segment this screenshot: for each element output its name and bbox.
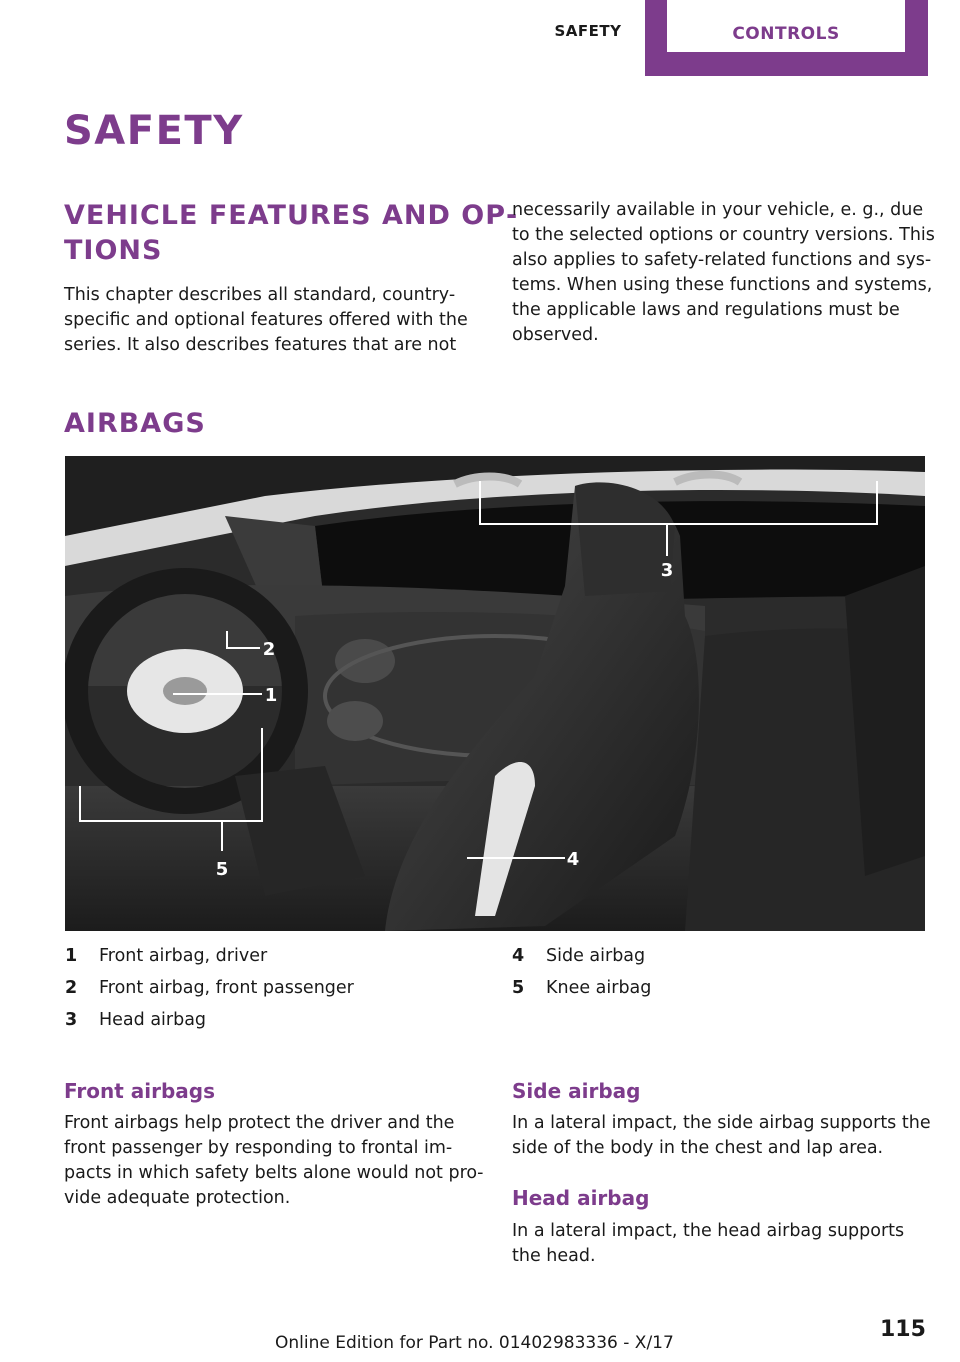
- head-airbag-text: [512, 1219, 904, 1269]
- front-airbags-text: [64, 1111, 483, 1211]
- legend-number: 4: [512, 946, 525, 966]
- legend-number: 5: [512, 978, 525, 998]
- legend-number: 2: [65, 978, 78, 998]
- header-section-label: SAFETY: [554, 22, 622, 40]
- header-chapter-tab[interactable]: [645, 0, 928, 76]
- text-line: the head.: [512, 1246, 596, 1266]
- heading-line-1: VEHICLE FEATURES AND OP‐: [64, 200, 519, 231]
- legend-label: Head airbag: [99, 1010, 207, 1030]
- features-text-right: [512, 198, 935, 348]
- text-line: the applicable laws and regulations must be: [512, 300, 900, 320]
- text-line: In a lateral impact, the side airbag supports the: [512, 1113, 931, 1133]
- text-line: This chapter describes all standard, country-: [64, 285, 456, 305]
- text-line: side of the body in the chest and lap area.: [512, 1138, 884, 1158]
- header-tab-label: CONTROLS: [667, 0, 905, 52]
- legend-label: Side airbag: [546, 946, 646, 966]
- legend-label: Knee airbag: [546, 978, 652, 998]
- footer-edition: Online Edition for Part no. 01402983336 - X/17: [275, 1333, 674, 1353]
- callout-4: 4: [566, 849, 580, 870]
- chapter-title: SAFETY: [64, 108, 244, 154]
- text-line: pacts in which safety belts alone would not pro‐: [64, 1163, 484, 1183]
- page-number: 115: [880, 1317, 926, 1342]
- text-line: necessarily available in your vehicle, e. g., due: [512, 200, 924, 220]
- features-text-left: [64, 283, 468, 358]
- interior-illustration: [65, 456, 925, 931]
- subheading-side-airbag: Side airbag: [512, 1079, 641, 1103]
- text-line: front passenger by responding to frontal im‐: [64, 1138, 453, 1158]
- text-line: series. It also describes features that are not: [64, 335, 457, 355]
- text-line: also applies to safety-related functions and sys‐: [512, 250, 932, 270]
- legend-label: Front airbag, driver: [99, 946, 268, 966]
- callout-1: 1: [264, 685, 278, 706]
- heading-line-2: TIONS: [64, 235, 163, 266]
- text-line: to the selected options or country versions. This: [512, 225, 935, 245]
- legend-label: Front airbag, front passenger: [99, 978, 354, 998]
- callout-5: 5: [215, 859, 229, 880]
- section-heading-vehicle-features: [64, 198, 518, 268]
- section-heading-airbags: AIRBAGS: [64, 408, 206, 439]
- text-line: vide adequate protection.: [64, 1188, 291, 1208]
- legend-number: 3: [65, 1010, 78, 1030]
- text-line: Front airbags help protect the driver and the: [64, 1113, 455, 1133]
- side-airbag-text: [512, 1111, 931, 1161]
- callout-2: 2: [262, 639, 276, 660]
- text-line: observed.: [512, 325, 599, 345]
- text-line: In a lateral impact, the head airbag supports: [512, 1221, 905, 1241]
- subheading-front-airbags: Front airbags: [64, 1079, 215, 1103]
- interior-photo: [65, 456, 925, 931]
- text-line: tems. When using these functions and systems,: [512, 275, 933, 295]
- callout-3: 3: [660, 560, 674, 581]
- subheading-head-airbag: Head airbag: [512, 1186, 650, 1210]
- legend-number: 1: [65, 946, 78, 966]
- text-line: specific and optional features offered with the: [64, 310, 468, 330]
